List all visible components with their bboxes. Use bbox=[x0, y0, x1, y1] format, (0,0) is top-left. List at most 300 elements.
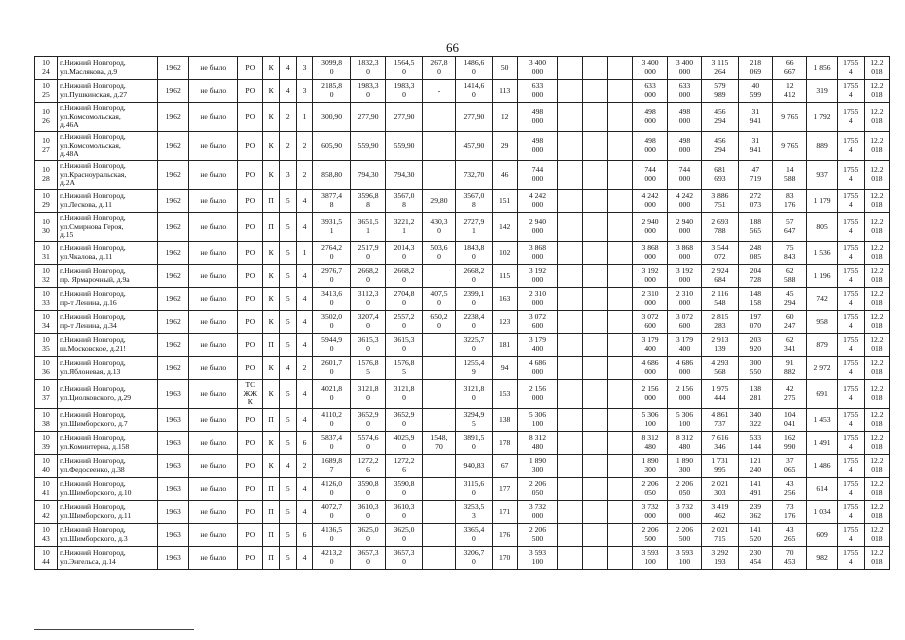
cost-total-cell: 2 206 500 bbox=[667, 524, 701, 547]
fund-method-cell: РО bbox=[238, 547, 263, 570]
year-cell: 1963 bbox=[158, 409, 189, 432]
row-number-cell: 10 36 bbox=[35, 357, 58, 380]
reconstruction-cell: не было bbox=[189, 265, 238, 288]
non-residential-area-cell bbox=[422, 547, 455, 570]
entrances-cell: 4 bbox=[296, 501, 313, 524]
row-number-cell: 10 30 bbox=[35, 213, 58, 242]
total-cost-cell: 498 000 bbox=[517, 103, 558, 132]
owners-fund-cell: 5 306 100 bbox=[633, 409, 667, 432]
fund-blank-2-cell bbox=[583, 455, 608, 478]
entrances-cell: 1 bbox=[296, 103, 313, 132]
total-cost-cell: 3 179 400 bbox=[517, 334, 558, 357]
residential-area-cell: 1983,3 0 bbox=[386, 80, 422, 103]
year-cell: 1963 bbox=[158, 380, 189, 409]
fund-blank-3-cell bbox=[608, 501, 633, 524]
row-number-cell: 10 28 bbox=[35, 161, 58, 190]
deadline-cell: 12.2 018 bbox=[864, 501, 889, 524]
non-residential-area-cell bbox=[422, 524, 455, 547]
wall-material-cell: К bbox=[263, 80, 280, 103]
year-cell: 1962 bbox=[158, 213, 189, 242]
deadline-cell: 12.2 018 bbox=[864, 432, 889, 455]
common-area-cell: 3225,7 0 bbox=[456, 334, 492, 357]
total-area-cell: 300,90 bbox=[313, 103, 351, 132]
table-row bbox=[35, 524, 890, 547]
common-area-cell: 3294,9 5 bbox=[456, 409, 492, 432]
premises-area-cell: 559,90 bbox=[350, 132, 385, 161]
deadline-cell: 12.2 018 bbox=[864, 57, 889, 80]
entrances-cell: 4 bbox=[296, 478, 313, 501]
supervision-cost-cell: 43 256 bbox=[773, 478, 807, 501]
supervision-cost-cell: 9 765 bbox=[773, 103, 807, 132]
floors-cell: 5 bbox=[279, 265, 296, 288]
total-cost-cell: 8 312 480 bbox=[517, 432, 558, 455]
reconstruction-cell: не было bbox=[189, 455, 238, 478]
floors-cell: 5 bbox=[279, 524, 296, 547]
cost-total-cell: 498 000 bbox=[667, 132, 701, 161]
fund-blank-2-cell bbox=[583, 213, 608, 242]
fund-blank-3-cell bbox=[608, 57, 633, 80]
cost-total-cell: 3 400 000 bbox=[667, 57, 701, 80]
total-cost-cell: 3 593 100 bbox=[517, 547, 558, 570]
limit-cost-cell: 1755 4 bbox=[837, 190, 864, 213]
residents-cell: 170 bbox=[492, 547, 517, 570]
premises-area-cell: 794,30 bbox=[350, 161, 385, 190]
floors-cell: 4 bbox=[279, 80, 296, 103]
non-residential-area-cell bbox=[422, 380, 455, 409]
table-row bbox=[35, 242, 890, 265]
fund-blank-2-cell bbox=[583, 380, 608, 409]
wall-material-cell: П bbox=[263, 190, 280, 213]
fund-method-cell: РО bbox=[238, 213, 263, 242]
limit-cost-cell: 1755 4 bbox=[837, 161, 864, 190]
residents-cell: 177 bbox=[492, 478, 517, 501]
row-number-cell: 10 41 bbox=[35, 478, 58, 501]
address-cell: г.Нижний Новгород, ул.Пушкинская, д.27 bbox=[57, 80, 157, 103]
wall-material-cell: К bbox=[263, 311, 280, 334]
residents-cell: 115 bbox=[492, 265, 517, 288]
table-row bbox=[35, 80, 890, 103]
fund-method-cell: РО bbox=[238, 288, 263, 311]
supervision-cost-cell: 75 843 bbox=[773, 242, 807, 265]
residential-area-cell: 2704,8 0 bbox=[386, 288, 422, 311]
year-cell: 1963 bbox=[158, 478, 189, 501]
design-cost-cell: 230 454 bbox=[738, 547, 772, 570]
non-residential-area-cell bbox=[422, 103, 455, 132]
entrances-cell: 4 bbox=[296, 334, 313, 357]
total-cost-cell: 2 206 050 bbox=[517, 478, 558, 501]
unit-cost-cell: 1 453 bbox=[807, 409, 837, 432]
reconstruction-cell: не было bbox=[189, 57, 238, 80]
fund-blank-1-cell bbox=[558, 432, 583, 455]
row-number-cell: 10 35 bbox=[35, 334, 58, 357]
wall-material-cell: К bbox=[263, 455, 280, 478]
wall-material-cell: К bbox=[263, 380, 280, 409]
entrances-cell: 4 bbox=[296, 190, 313, 213]
non-residential-area-cell bbox=[422, 478, 455, 501]
work-cost-cell: 3 419 462 bbox=[702, 501, 738, 524]
floors-cell: 3 bbox=[279, 161, 296, 190]
owners-fund-cell: 4 686 000 bbox=[633, 357, 667, 380]
cost-total-cell: 3 593 100 bbox=[667, 547, 701, 570]
owners-fund-cell: 3 072 600 bbox=[633, 311, 667, 334]
fund-blank-1-cell bbox=[558, 455, 583, 478]
reconstruction-cell: не было bbox=[189, 334, 238, 357]
address-cell: г.Нижний Новгород, пр-т Ленина, д.16 bbox=[57, 288, 157, 311]
floors-cell: 2 bbox=[279, 103, 296, 132]
design-cost-cell: 40 599 bbox=[738, 80, 772, 103]
total-area-cell: 5837,4 0 bbox=[313, 432, 351, 455]
entrances-cell: 6 bbox=[296, 432, 313, 455]
table-row bbox=[35, 409, 890, 432]
reconstruction-cell: не было bbox=[189, 80, 238, 103]
fund-method-cell: РО bbox=[238, 357, 263, 380]
common-area-cell: 3115,6 0 bbox=[456, 478, 492, 501]
table-row bbox=[35, 432, 890, 455]
fund-blank-2-cell bbox=[583, 80, 608, 103]
total-cost-cell: 3 400 000 bbox=[517, 57, 558, 80]
wall-material-cell: К bbox=[263, 161, 280, 190]
cost-total-cell: 1 890 300 bbox=[667, 455, 701, 478]
design-cost-cell: 239 362 bbox=[738, 501, 772, 524]
non-residential-area-cell bbox=[422, 132, 455, 161]
fund-blank-3-cell bbox=[608, 334, 633, 357]
fund-method-cell: РО bbox=[238, 190, 263, 213]
unit-cost-cell: 1 536 bbox=[807, 242, 837, 265]
deadline-cell: 12.2 018 bbox=[864, 80, 889, 103]
premises-area-cell: 3652,9 0 bbox=[350, 409, 385, 432]
deadline-cell: 12.2 018 bbox=[864, 213, 889, 242]
design-cost-cell: 138 281 bbox=[738, 380, 772, 409]
table-body bbox=[35, 57, 890, 570]
total-area-cell: 2764,2 0 bbox=[313, 242, 351, 265]
premises-area-cell: 1832,3 0 bbox=[350, 57, 385, 80]
year-cell: 1962 bbox=[158, 288, 189, 311]
fund-blank-2-cell bbox=[583, 311, 608, 334]
non-residential-area-cell: 1548, 70 bbox=[422, 432, 455, 455]
entrances-cell: 4 bbox=[296, 380, 313, 409]
total-cost-cell: 2 940 000 bbox=[517, 213, 558, 242]
fund-blank-3-cell bbox=[608, 547, 633, 570]
total-area-cell: 3877,4 8 bbox=[313, 190, 351, 213]
fund-blank-1-cell bbox=[558, 380, 583, 409]
non-residential-area-cell: 430,3 0 bbox=[422, 213, 455, 242]
total-area-cell: 5944,9 0 bbox=[313, 334, 351, 357]
deadline-cell: 12.2 018 bbox=[864, 265, 889, 288]
total-cost-cell: 5 306 100 bbox=[517, 409, 558, 432]
floors-cell: 5 bbox=[279, 501, 296, 524]
premises-area-cell: 1576,8 5 bbox=[350, 357, 385, 380]
limit-cost-cell: 1755 4 bbox=[837, 213, 864, 242]
fund-method-cell: РО bbox=[238, 409, 263, 432]
work-cost-cell: 3 115 264 bbox=[702, 57, 738, 80]
fund-blank-1-cell bbox=[558, 190, 583, 213]
fund-blank-3-cell bbox=[608, 455, 633, 478]
common-area-cell: 3567,0 8 bbox=[456, 190, 492, 213]
residential-area-cell: 1272,2 6 bbox=[386, 455, 422, 478]
supervision-cost-cell: 42 275 bbox=[773, 380, 807, 409]
common-area-cell: 3121,8 0 bbox=[456, 380, 492, 409]
fund-blank-2-cell bbox=[583, 501, 608, 524]
non-residential-area-cell bbox=[422, 265, 455, 288]
table-row bbox=[35, 357, 890, 380]
reconstruction-cell: не было bbox=[189, 432, 238, 455]
unit-cost-cell: 982 bbox=[807, 547, 837, 570]
common-area-cell: 2238,4 0 bbox=[456, 311, 492, 334]
premises-area-cell: 277,90 bbox=[350, 103, 385, 132]
address-cell: г.Нижний Новгород, ул.Коминтерна, д.158 bbox=[57, 432, 157, 455]
design-cost-cell: 248 085 bbox=[738, 242, 772, 265]
design-cost-cell: 204 728 bbox=[738, 265, 772, 288]
wall-material-cell: К bbox=[263, 103, 280, 132]
floors-cell: 5 bbox=[279, 311, 296, 334]
table-row bbox=[35, 132, 890, 161]
floors-cell: 5 bbox=[279, 432, 296, 455]
entrances-cell: 2 bbox=[296, 455, 313, 478]
supervision-cost-cell: 83 176 bbox=[773, 190, 807, 213]
row-number-cell: 10 44 bbox=[35, 547, 58, 570]
common-area-cell: 1486,6 0 bbox=[456, 57, 492, 80]
wall-material-cell: К bbox=[263, 432, 280, 455]
total-area-cell: 4021,8 0 bbox=[313, 380, 351, 409]
premises-area-cell: 3651,5 1 bbox=[350, 213, 385, 242]
work-cost-cell: 4 861 737 bbox=[702, 409, 738, 432]
total-area-cell: 2601,7 0 bbox=[313, 357, 351, 380]
floors-cell: 2 bbox=[279, 132, 296, 161]
work-cost-cell: 681 693 bbox=[702, 161, 738, 190]
row-number-cell: 10 27 bbox=[35, 132, 58, 161]
deadline-cell: 12.2 018 bbox=[864, 524, 889, 547]
non-residential-area-cell: - bbox=[422, 80, 455, 103]
residential-area-cell: 3610,3 0 bbox=[386, 501, 422, 524]
unit-cost-cell: 1 856 bbox=[807, 57, 837, 80]
owners-fund-cell: 8 312 480 bbox=[633, 432, 667, 455]
reconstruction-cell: не было bbox=[189, 190, 238, 213]
reconstruction-cell: не было bbox=[189, 380, 238, 409]
limit-cost-cell: 1755 4 bbox=[837, 524, 864, 547]
common-area-cell: 2727,9 1 bbox=[456, 213, 492, 242]
owners-fund-cell: 498 000 bbox=[633, 132, 667, 161]
limit-cost-cell: 1755 4 bbox=[837, 288, 864, 311]
work-cost-cell: 2 924 684 bbox=[702, 265, 738, 288]
cost-total-cell: 4 242 000 bbox=[667, 190, 701, 213]
table-row bbox=[35, 190, 890, 213]
table-row bbox=[35, 103, 890, 132]
address-cell: г.Нижний Новгород, ул.Шимборского, д.7 bbox=[57, 409, 157, 432]
row-number-cell: 10 40 bbox=[35, 455, 58, 478]
total-area-cell: 4126,0 0 bbox=[313, 478, 351, 501]
cost-total-cell: 3 192 000 bbox=[667, 265, 701, 288]
residential-area-cell: 3625,0 0 bbox=[386, 524, 422, 547]
wall-material-cell: П bbox=[263, 547, 280, 570]
common-area-cell: 2668,2 0 bbox=[456, 265, 492, 288]
table-row bbox=[35, 478, 890, 501]
address-cell: г.Нижний Новгород, ул.Яблоневая, д.13 bbox=[57, 357, 157, 380]
limit-cost-cell: 1755 4 bbox=[837, 132, 864, 161]
premises-area-cell: 3207,4 0 bbox=[350, 311, 385, 334]
work-cost-cell: 1 975 444 bbox=[702, 380, 738, 409]
residential-area-cell: 3590,8 0 bbox=[386, 478, 422, 501]
design-cost-cell: 197 070 bbox=[738, 311, 772, 334]
fund-blank-3-cell bbox=[608, 288, 633, 311]
deadline-cell: 12.2 018 bbox=[864, 288, 889, 311]
work-cost-cell: 3 886 751 bbox=[702, 190, 738, 213]
table-row bbox=[35, 57, 890, 80]
limit-cost-cell: 1755 4 bbox=[837, 334, 864, 357]
fund-blank-2-cell bbox=[583, 190, 608, 213]
fund-blank-2-cell bbox=[583, 334, 608, 357]
work-cost-cell: 2 021 715 bbox=[702, 524, 738, 547]
fund-blank-2-cell bbox=[583, 132, 608, 161]
limit-cost-cell: 1755 4 bbox=[837, 380, 864, 409]
residential-area-cell: 4025,9 0 bbox=[386, 432, 422, 455]
residential-area-cell: 1576,8 5 bbox=[386, 357, 422, 380]
owners-fund-cell: 3 593 100 bbox=[633, 547, 667, 570]
owners-fund-cell: 1 890 300 bbox=[633, 455, 667, 478]
common-area-cell: 3891,5 0 bbox=[456, 432, 492, 455]
deadline-cell: 12.2 018 bbox=[864, 357, 889, 380]
work-cost-cell: 2 116 548 bbox=[702, 288, 738, 311]
reconstruction-cell: не было bbox=[189, 213, 238, 242]
floors-cell: 5 bbox=[279, 334, 296, 357]
residents-cell: 151 bbox=[492, 190, 517, 213]
reconstruction-cell: не было bbox=[189, 357, 238, 380]
fund-blank-1-cell bbox=[558, 524, 583, 547]
row-number-cell: 10 39 bbox=[35, 432, 58, 455]
residential-area-cell: 3657,3 0 bbox=[386, 547, 422, 570]
total-area-cell: 4213,2 0 bbox=[313, 547, 351, 570]
premises-area-cell: 3596,8 8 bbox=[350, 190, 385, 213]
reconstruction-cell: не было bbox=[189, 161, 238, 190]
limit-cost-cell: 1755 4 bbox=[837, 409, 864, 432]
residents-cell: 123 bbox=[492, 311, 517, 334]
deadline-cell: 12.2 018 bbox=[864, 190, 889, 213]
row-number-cell: 10 32 bbox=[35, 265, 58, 288]
fund-blank-1-cell bbox=[558, 501, 583, 524]
supervision-cost-cell: 37 065 bbox=[773, 455, 807, 478]
fund-method-cell: РО bbox=[238, 265, 263, 288]
deadline-cell: 12.2 018 bbox=[864, 547, 889, 570]
total-cost-cell: 498 000 bbox=[517, 132, 558, 161]
non-residential-area-cell bbox=[422, 357, 455, 380]
design-cost-cell: 47 719 bbox=[738, 161, 772, 190]
owners-fund-cell: 2 940 000 bbox=[633, 213, 667, 242]
work-cost-cell: 456 294 bbox=[702, 103, 738, 132]
address-cell: г.Нижний Новгород, ул.Лескова, д.11 bbox=[57, 190, 157, 213]
entrances-cell: 2 bbox=[296, 161, 313, 190]
entrances-cell: 4 bbox=[296, 213, 313, 242]
non-residential-area-cell: 407,5 0 bbox=[422, 288, 455, 311]
fund-blank-1-cell bbox=[558, 103, 583, 132]
non-residential-area-cell bbox=[422, 161, 455, 190]
supervision-cost-cell: 14 588 bbox=[773, 161, 807, 190]
common-area-cell: 3206,7 0 bbox=[456, 547, 492, 570]
deadline-cell: 12.2 018 bbox=[864, 242, 889, 265]
floors-cell: 5 bbox=[279, 380, 296, 409]
design-cost-cell: 188 565 bbox=[738, 213, 772, 242]
supervision-cost-cell: 9 765 bbox=[773, 132, 807, 161]
entrances-cell: 3 bbox=[296, 80, 313, 103]
table-row bbox=[35, 288, 890, 311]
row-number-cell: 10 26 bbox=[35, 103, 58, 132]
design-cost-cell: 300 550 bbox=[738, 357, 772, 380]
residents-cell: 46 bbox=[492, 161, 517, 190]
work-cost-cell: 4 293 568 bbox=[702, 357, 738, 380]
total-area-cell: 2185,8 0 bbox=[313, 80, 351, 103]
entrances-cell: 2 bbox=[296, 357, 313, 380]
address-cell: г.Нижний Новгород, ул.Шимборского, д.11 bbox=[57, 501, 157, 524]
fund-blank-2-cell bbox=[583, 103, 608, 132]
supervision-cost-cell: 57 647 bbox=[773, 213, 807, 242]
supervision-cost-cell: 73 176 bbox=[773, 501, 807, 524]
owners-fund-cell: 744 000 bbox=[633, 161, 667, 190]
fund-blank-2-cell bbox=[583, 547, 608, 570]
fund-blank-2-cell bbox=[583, 57, 608, 80]
common-area-cell: 277,90 bbox=[456, 103, 492, 132]
entrances-cell: 4 bbox=[296, 409, 313, 432]
common-area-cell: 1414,6 0 bbox=[456, 80, 492, 103]
table-row bbox=[35, 213, 890, 242]
year-cell: 1963 bbox=[158, 547, 189, 570]
wall-material-cell: П bbox=[263, 334, 280, 357]
fund-blank-3-cell bbox=[608, 311, 633, 334]
total-cost-cell: 3 868 000 bbox=[517, 242, 558, 265]
year-cell: 1963 bbox=[158, 455, 189, 478]
total-cost-cell: 2 310 000 bbox=[517, 288, 558, 311]
fund-blank-1-cell bbox=[558, 265, 583, 288]
address-cell: г.Нижний Новгород, ул.Смирнова Героя, д.15 bbox=[57, 213, 157, 242]
cost-total-cell: 744 000 bbox=[667, 161, 701, 190]
premises-area-cell: 3610,3 0 bbox=[350, 501, 385, 524]
supervision-cost-cell: 62 341 bbox=[773, 334, 807, 357]
deadline-cell: 12.2 018 bbox=[864, 380, 889, 409]
row-number-cell: 10 38 bbox=[35, 409, 58, 432]
residents-cell: 171 bbox=[492, 501, 517, 524]
work-cost-cell: 2 913 139 bbox=[702, 334, 738, 357]
limit-cost-cell: 1755 4 bbox=[837, 80, 864, 103]
deadline-cell: 12.2 018 bbox=[864, 409, 889, 432]
reconstruction-cell: не было bbox=[189, 478, 238, 501]
reconstruction-cell: не было bbox=[189, 524, 238, 547]
cost-total-cell: 2 310 000 bbox=[667, 288, 701, 311]
entrances-cell: 4 bbox=[296, 547, 313, 570]
floors-cell: 5 bbox=[279, 242, 296, 265]
owners-fund-cell: 3 192 000 bbox=[633, 265, 667, 288]
cost-total-cell: 4 686 000 bbox=[667, 357, 701, 380]
limit-cost-cell: 1755 4 bbox=[837, 478, 864, 501]
residential-area-cell: 277,90 bbox=[386, 103, 422, 132]
wall-material-cell: К bbox=[263, 242, 280, 265]
supervision-cost-cell: 70 453 bbox=[773, 547, 807, 570]
premises-area-cell: 3625,0 0 bbox=[350, 524, 385, 547]
year-cell: 1962 bbox=[158, 357, 189, 380]
common-area-cell: 2399,1 0 bbox=[456, 288, 492, 311]
owners-fund-cell: 498 000 bbox=[633, 103, 667, 132]
unit-cost-cell: 609 bbox=[807, 524, 837, 547]
residential-area-cell: 3121,8 0 bbox=[386, 380, 422, 409]
design-cost-cell: 141 491 bbox=[738, 478, 772, 501]
limit-cost-cell: 1755 4 bbox=[837, 432, 864, 455]
total-cost-cell: 633 000 bbox=[517, 80, 558, 103]
deadline-cell: 12.2 018 bbox=[864, 103, 889, 132]
fund-blank-3-cell bbox=[608, 242, 633, 265]
deadline-cell: 12.2 018 bbox=[864, 161, 889, 190]
unit-cost-cell: 319 bbox=[807, 80, 837, 103]
residential-area-cell: 3652,9 0 bbox=[386, 409, 422, 432]
work-cost-cell: 3 292 193 bbox=[702, 547, 738, 570]
row-number-cell: 10 43 bbox=[35, 524, 58, 547]
wall-material-cell: К bbox=[263, 132, 280, 161]
limit-cost-cell: 1755 4 bbox=[837, 265, 864, 288]
